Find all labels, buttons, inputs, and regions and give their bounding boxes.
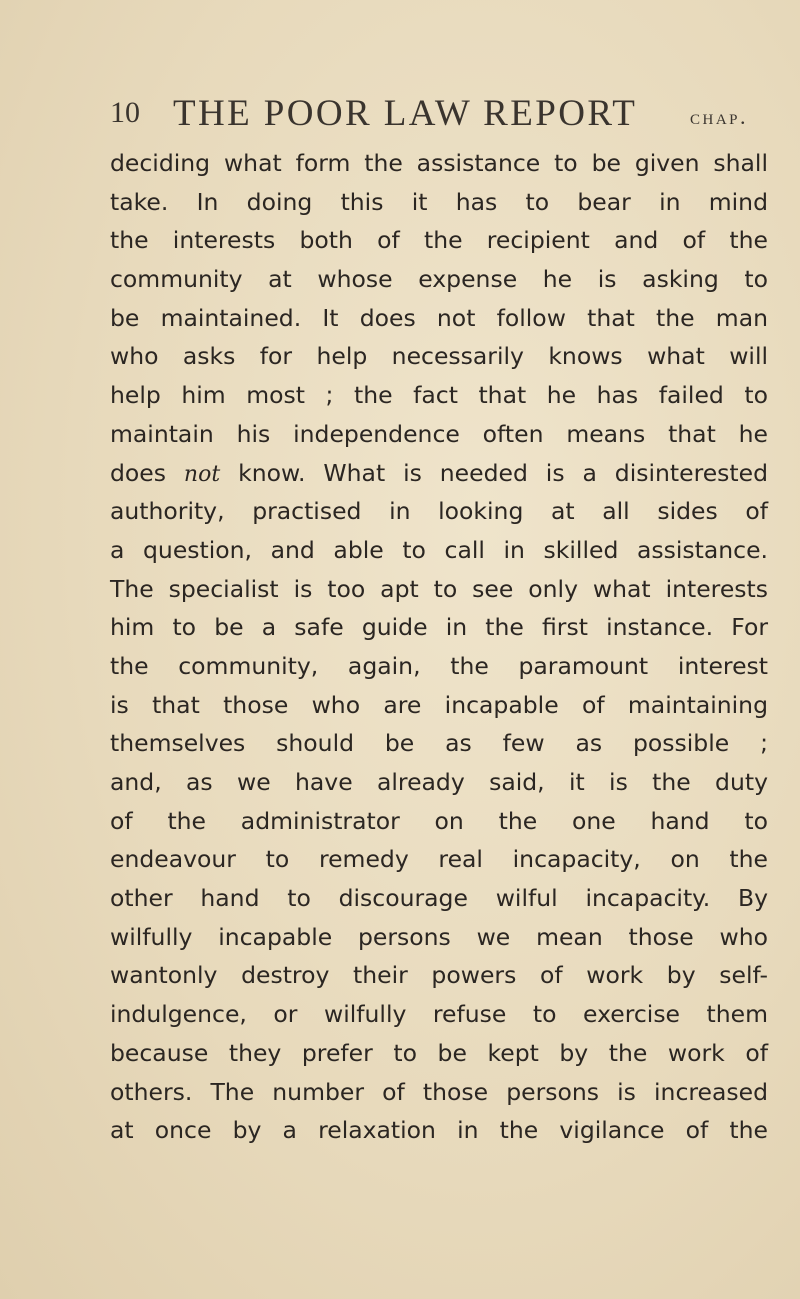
- text-line: other hand to discourage wilful incapacity. By: [110, 884, 768, 913]
- text-line: a question, and able to call in skilled assistance.: [110, 535, 768, 564]
- text-line: wantonly destroy their powers of work by self-: [110, 961, 768, 990]
- text-line: the interests both of the recipient and of the: [110, 226, 768, 255]
- text-line: the community, again, the paramount interest: [110, 651, 768, 680]
- text-line: indulgence, or wilfully refuse to exercise them: [110, 1000, 768, 1029]
- body-text: [110, 144, 768, 1150]
- page-number: 10: [110, 96, 140, 129]
- running-title: THE POOR LAW REPORT: [173, 93, 638, 134]
- running-head: [0, 92, 800, 136]
- text-line: of the administrator on the one hand to: [110, 806, 768, 835]
- text-line: endeavour to remedy real incapacity, on the: [110, 845, 768, 874]
- text-line: because they prefer to be kept by the work of: [110, 1038, 768, 1067]
- text-line: community at whose expense he is asking to: [110, 265, 768, 294]
- text-line: [110, 454, 768, 493]
- text-line: is that those who are incapable of maintaining: [110, 690, 768, 719]
- text-line: authority, practised in looking at all sides of: [110, 497, 768, 526]
- text-line: who asks for help necessarily knows what will: [110, 342, 768, 371]
- text-line: others. The number of those persons is increased: [110, 1077, 768, 1106]
- text-line: and, as we have already said, it is the duty: [110, 768, 768, 796]
- text-line: maintain his independence often means that he: [110, 419, 768, 448]
- text-line: be maintained. It does not follow that the man: [110, 303, 768, 332]
- text-line: wilfully incapable persons we mean those who: [110, 922, 768, 951]
- text-line: deciding what form the assistance to be given shall: [110, 149, 768, 177]
- text-line: take. In doing this it has to bear in mind: [110, 187, 768, 216]
- text-line: at once by a relaxation in the vigilance of the: [110, 1116, 768, 1145]
- text-segment: know. What is needed is a disinterested: [220, 458, 769, 487]
- text-segment: does: [110, 458, 184, 487]
- italic-word: not: [183, 461, 221, 487]
- text-line: him to be a safe guide in the first instance. For: [110, 613, 768, 642]
- text-line: help him most ; the fact that he has failed to: [110, 381, 768, 410]
- chapter-mark: chap.: [690, 104, 749, 129]
- text-line: themselves should be as few as possible ;: [110, 729, 768, 758]
- text-line: The specialist is too apt to see only what interests: [110, 574, 768, 603]
